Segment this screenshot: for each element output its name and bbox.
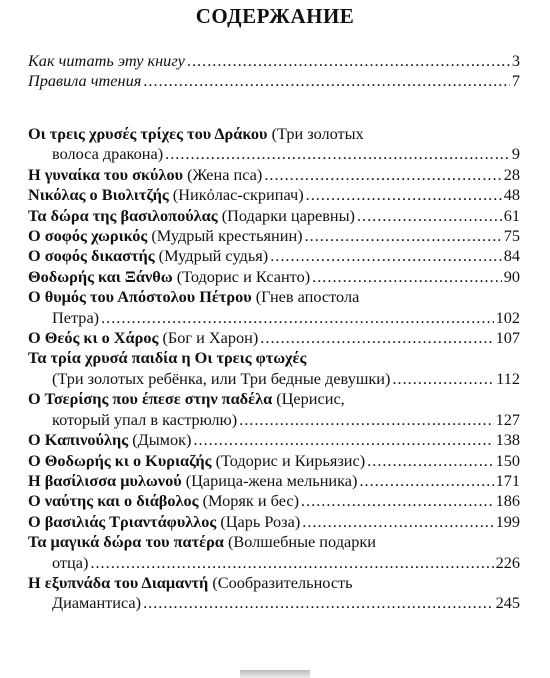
leader-dots — [187, 51, 510, 71]
greek-title: Θοδωρής και Ξάνθω — [28, 266, 173, 286]
greek-title: Η εξυπνάδα του Διαμαντή — [28, 572, 209, 592]
russian-title-continued: (Три золотых ребёнка, или Три бедные девушки) — [52, 368, 391, 388]
toc-entry — [28, 348, 520, 389]
entry-title — [28, 573, 353, 593]
toc-entry — [28, 226, 520, 246]
entry-title — [28, 267, 310, 287]
leader-dots — [302, 512, 493, 532]
page-number: 186 — [495, 491, 520, 511]
leader-dots — [90, 553, 493, 573]
entry-title — [28, 532, 376, 552]
entry-title: Правила чтения — [28, 71, 142, 91]
toc-entry — [28, 287, 520, 328]
greek-title: Ο Θεός κι ο Χάρος — [28, 328, 159, 348]
toc-entry — [28, 124, 520, 165]
page-number: 84 — [503, 246, 520, 266]
russian-title: (Волшебные подарки — [223, 532, 376, 552]
greek-title: Τα δώρα της βασιλοπούλας — [28, 205, 218, 225]
russian-title: (Тодорис и Ксанто) — [172, 266, 311, 286]
greek-title: Τα τρία χρυσά παιδία η Οι τρεις φτωχές — [28, 348, 307, 368]
page-number: 127 — [495, 409, 520, 429]
russian-title: (Подарки царевны) — [217, 205, 355, 225]
leader-dots — [260, 328, 493, 348]
greek-title: Η γυναίκα του σκύλου — [28, 164, 184, 184]
leader-dots — [306, 185, 502, 205]
toc-entry — [28, 512, 520, 532]
russian-title: (Три золотых — [267, 124, 364, 143]
greek-title: Ο σοφός χωρικός — [28, 226, 148, 246]
page-number: 28 — [503, 164, 520, 184]
russian-title-continued: Диамантиса) — [52, 593, 142, 613]
entry-title — [28, 430, 191, 450]
entry-title — [28, 226, 303, 246]
leader-dots — [165, 144, 510, 164]
toc-entry — [28, 471, 520, 491]
leader-dots — [239, 410, 493, 430]
toc-entry — [28, 451, 520, 471]
entry-title — [28, 287, 359, 307]
page-number: 9 — [511, 144, 520, 164]
greek-title: Ο ναύτης και ο διάβολος — [28, 491, 199, 511]
toc-entry — [28, 532, 520, 573]
russian-title: (Царица-жена мельника) — [181, 470, 358, 490]
toc-entry — [28, 165, 520, 185]
greek-title: Ο Θοδωρής κι ο Κυριαζής — [28, 450, 212, 470]
russian-title: (Тодорис и Кирьязис) — [211, 450, 366, 470]
leader-dots — [101, 308, 493, 328]
toc-entry — [28, 328, 520, 348]
stories-list — [28, 124, 520, 614]
russian-title: (Гнев апостола — [251, 287, 360, 307]
entry-title — [28, 451, 365, 471]
toc-entry — [28, 185, 520, 205]
page-number: 150 — [495, 450, 520, 470]
page-number: 107 — [495, 328, 520, 348]
leader-dots — [264, 165, 501, 185]
leader-dots — [143, 593, 494, 613]
page-number: 199 — [495, 511, 520, 531]
entry-title — [28, 185, 304, 205]
leader-dots — [270, 246, 502, 266]
intro-list — [28, 51, 520, 92]
russian-title-continued: Петра) — [52, 307, 100, 327]
page-number: 245 — [495, 593, 520, 613]
toc-entry — [28, 71, 520, 91]
toc-entry — [28, 267, 520, 287]
page-number: 3 — [511, 51, 520, 70]
russian-title: (Мудрый крестьянин) — [147, 226, 303, 246]
leader-dots — [193, 430, 493, 450]
entry-title — [28, 512, 300, 532]
entry-title — [28, 328, 258, 348]
entry-title — [28, 206, 355, 226]
page-number: 61 — [503, 205, 520, 225]
entry-title — [28, 246, 268, 266]
russian-title: (Дымок) — [128, 430, 192, 450]
page-number: 75 — [503, 226, 520, 246]
page-number: 102 — [495, 307, 520, 327]
page-number: 226 — [495, 552, 520, 572]
russian-title: (Царь Роза) — [216, 511, 301, 531]
toc-entry — [28, 573, 520, 614]
russian-title: (Моряк и бес) — [198, 491, 299, 511]
greek-title: Ο Τσερίσης που έπεσε στην παδέλα — [28, 389, 273, 409]
entry-title — [28, 389, 345, 409]
russian-title-continued: волоса дракона) — [52, 144, 164, 164]
russian-title: (Бог и Харон) — [158, 328, 259, 348]
toc-entry — [28, 246, 520, 266]
leader-dots — [312, 267, 502, 287]
page-number: 48 — [503, 185, 520, 205]
page-number: 112 — [496, 368, 520, 388]
greek-title: Η βασίλισσα μυλωνού — [28, 470, 182, 490]
greek-title: Τα μαγικά δώρα του πατέρα — [28, 532, 224, 552]
page-number: 138 — [495, 430, 520, 450]
greek-title: Οι τρεις χρυσές τρίχες του Δράκου — [28, 124, 268, 143]
leader-dots — [359, 471, 493, 491]
toc-entry — [28, 51, 520, 71]
entry-title: Как читать эту книгу — [28, 51, 185, 70]
page-number: 171 — [495, 470, 520, 490]
greek-title: Νικόλας ο Βιολιτζής — [28, 185, 169, 205]
toc-entry — [28, 389, 520, 430]
page-title: СОДЕРЖАНИЕ — [195, 4, 355, 28]
greek-title: Ο βασιλιάς Τριαντάφυλλος — [28, 511, 217, 531]
russian-title: (Сообразительность — [208, 572, 353, 592]
leader-dots — [143, 71, 510, 91]
toc-entry — [28, 491, 520, 511]
entry-title — [28, 471, 357, 491]
russian-title: (Жена пса) — [183, 164, 263, 184]
russian-title-continued: отца) — [52, 552, 89, 572]
page-number: 7 — [511, 71, 520, 91]
russian-title: (Мудрый судья) — [154, 246, 269, 266]
greek-title: Ο Καπινούλης — [28, 430, 129, 450]
greek-title: Ο σοφός δικαστής — [28, 246, 155, 266]
russian-title-continued: который упал в кастрюлю) — [52, 409, 238, 429]
toc-entry — [28, 430, 520, 450]
toc-entry — [28, 206, 520, 226]
greek-title: Ο θυμός του Απόστολου Πέτρου — [28, 287, 252, 307]
leader-dots — [367, 451, 493, 471]
page-number: 90 — [503, 266, 520, 286]
russian-title: (Никόлас-скрипач) — [168, 185, 304, 205]
russian-title: (Церисис, — [272, 389, 345, 409]
page-edge-mark — [240, 670, 310, 678]
leader-dots — [305, 226, 502, 246]
leader-dots — [392, 369, 494, 389]
entry-title — [28, 491, 299, 511]
entry-title — [28, 124, 364, 144]
leader-dots — [357, 206, 502, 226]
entry-title — [28, 165, 262, 185]
entry-title — [28, 348, 306, 368]
leader-dots — [301, 491, 494, 511]
